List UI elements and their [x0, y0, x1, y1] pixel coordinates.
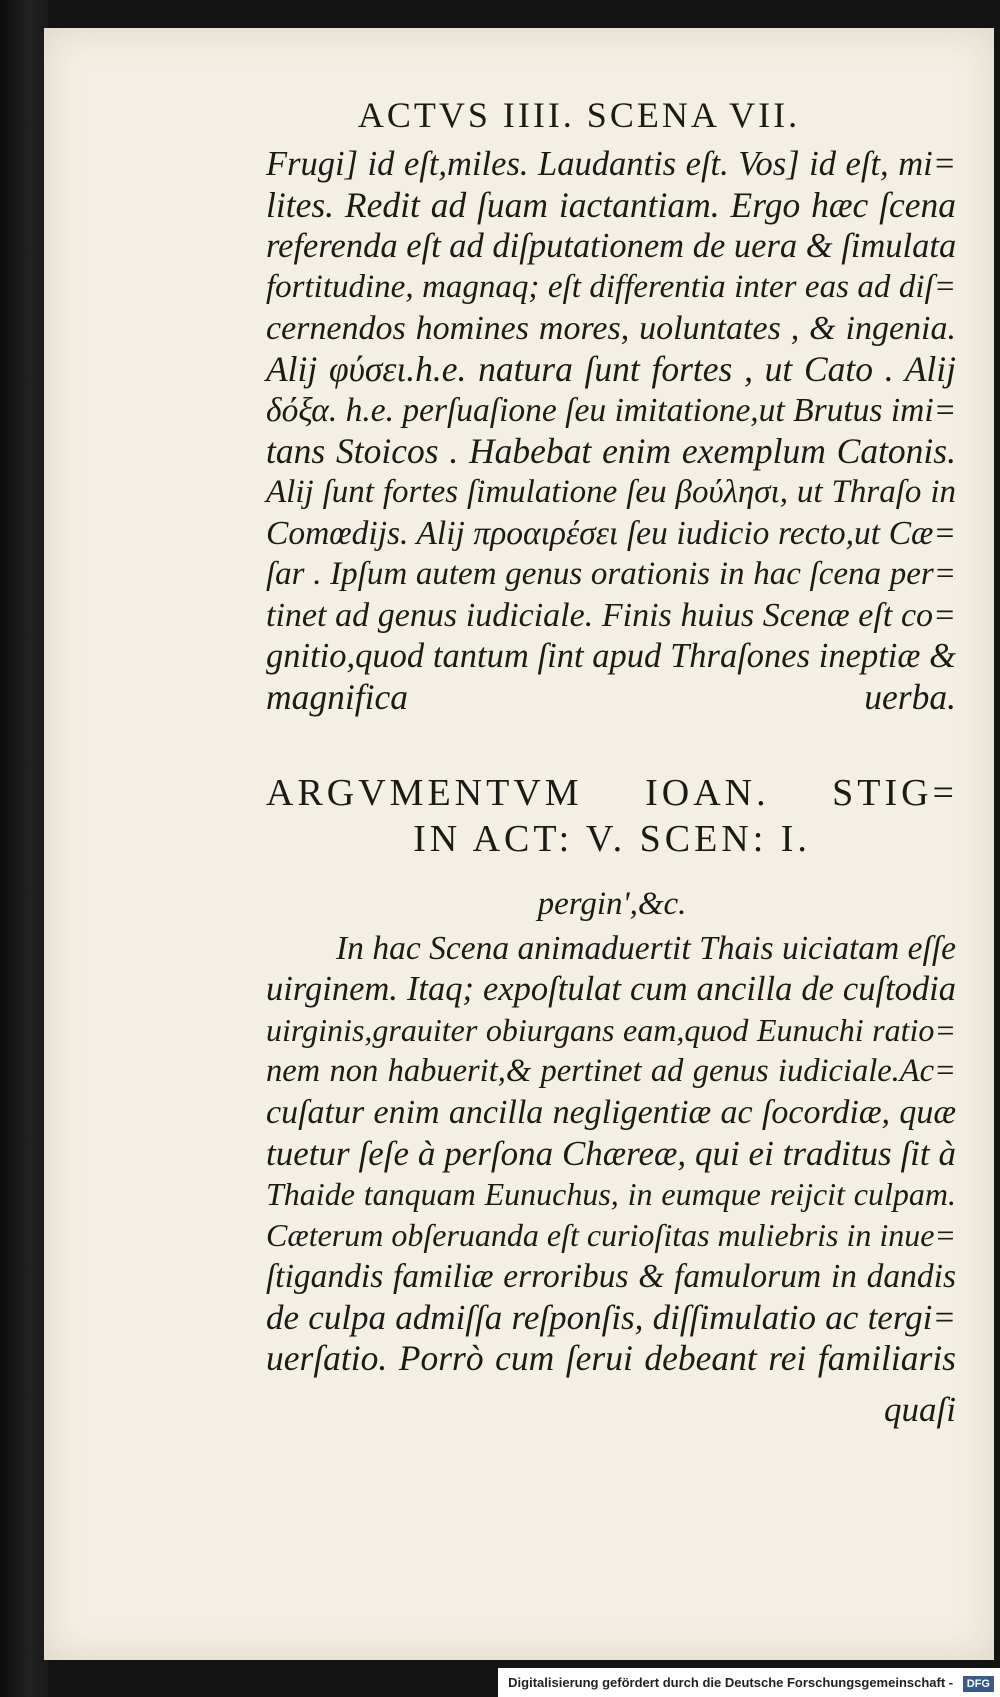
text-line: Alij φύσει.h.e. natura ſunt fortes , ut Cato . Alij: [266, 349, 956, 389]
text-line: Alij ſunt fortes ſimulatione ſeu βούλησι, ut Thraſo in: [266, 474, 956, 510]
text-line: ſtigandis familiæ erroribus & famulorum in dandis: [266, 1258, 956, 1295]
text-line: magnifica uerba.: [266, 677, 956, 717]
text-line: uerſatio. Porrò cum ſerui debeant rei familiaris: [266, 1338, 956, 1378]
book-page: [44, 28, 994, 1660]
running-head: ACTVS IIII. SCENA VII.: [357, 95, 801, 135]
text-line: cernendos homines mores, uoluntates , & ingenia.: [266, 310, 956, 347]
text-line: fortitudine, magnaq; eſt differentia inter eas ad diſ=: [266, 269, 956, 305]
catchword: quaſi: [884, 1390, 956, 1429]
text-line: gnitio,quod tantum ſint apud Thraſones ineptiæ &: [266, 637, 956, 675]
text-line: Frugi] id eſt,miles. Laudantis eſt. Vos] id eſt, mi=: [266, 145, 956, 183]
text-line: de culpa admiſſa reſponſis, diſſimulatio ac tergi=: [266, 1298, 956, 1337]
text-line: In hac Scena animaduertit Thais uiciatam eſſe: [336, 930, 956, 967]
text-line: tuetur ſeſe à perſona Chæreæ, qui ei traditus ſit à: [266, 1134, 956, 1173]
text-line: nem non habuerit,& pertinet ad genus iudiciale.Ac=: [266, 1053, 956, 1089]
text-line: ſar . Ipſum autem genus orationis in hac ſcena per=: [266, 556, 956, 592]
text-line: cuſatur enim ancilla negligentiæ ac ſocordiæ, quæ: [266, 1094, 956, 1131]
commentary-text: [266, 144, 956, 718]
text-line: Comœdijs. Alij προαιρέσει ſeu iudicio recto,ut Cæ=: [266, 515, 956, 552]
text-line: referenda eſt ad diſputationem de uera & ſimulata: [266, 227, 957, 265]
text-line: tans Stoicos . Habebat enim exemplum Catonis.: [266, 431, 956, 471]
text-line: tinet ad genus iudiciale. Finis huius Scenæ eſt co=: [266, 597, 956, 634]
incipit: pergin',&c.: [537, 886, 687, 922]
text-line: δόξα. h.e. perſuaſione ſeu imitatione,ut Brutus imi=: [266, 392, 957, 429]
argument-text: [266, 928, 956, 1379]
section-heading: [266, 770, 958, 862]
heading-line: ARGVMENTVM IOAN. STIG=: [266, 772, 958, 814]
book-binding-edge: [0, 0, 48, 1697]
credit-text: Digitalisierung gefördert durch die Deutsche Forschungsgemeinschaft -: [508, 1675, 954, 1690]
text-line: Cæterum obſeruanda eſt curioſitas muliebris in inue=: [266, 1217, 957, 1253]
text-line: Thaide tanquam Eunuchus, in eumque reijcit culpam.: [266, 1176, 956, 1212]
dfg-logo: DFG: [963, 1676, 994, 1692]
heading-line: IN ACT: V. SCEN: I.: [413, 818, 811, 860]
text-line: uirginis,grauiter obiurgans eam,quod Eunuchi ratio=: [266, 1012, 956, 1048]
digitization-credit: [498, 1668, 1000, 1697]
text-line: lites. Redit ad ſuam iactantiam. Ergo hæc ſcena: [266, 185, 956, 225]
text-line: uirginem. Itaq; expoſtulat cum ancilla de cuſtodia: [266, 970, 956, 1008]
